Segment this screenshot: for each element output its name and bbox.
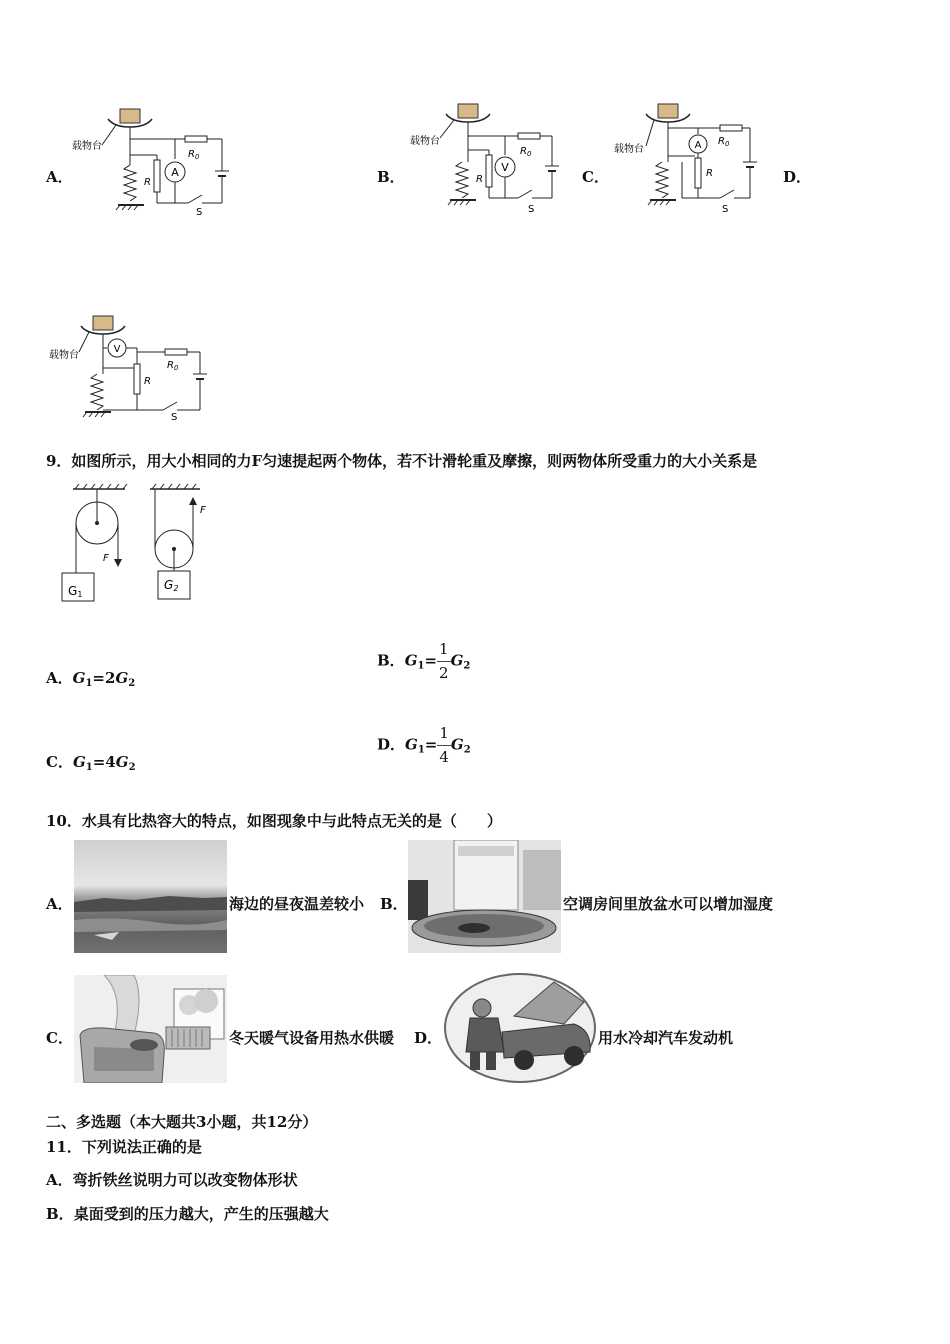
svg-text:F: F bbox=[103, 553, 109, 564]
q10-option-c-text: 冬天暖气设备用热水供暖 bbox=[229, 1029, 395, 1047]
svg-text:载物台: 载物台 bbox=[72, 141, 102, 152]
q8-circuit-b bbox=[400, 100, 570, 215]
svg-text:S: S bbox=[722, 204, 729, 215]
q9-option-c[interactable]: C．$G_1=4G_2$ bbox=[46, 753, 136, 773]
q10-car-engine-photo bbox=[444, 972, 597, 1084]
q10-option-d-text: 用水冷却汽车发动机 bbox=[598, 1029, 734, 1047]
svg-text:S: S bbox=[196, 207, 203, 218]
q8-d-meter-letter: V bbox=[113, 344, 121, 355]
svg-text:R0: $R_0$ bbox=[167, 360, 179, 372]
q10-option-d-label[interactable]: D． bbox=[414, 1029, 443, 1047]
svg-text:G1: G1 bbox=[68, 584, 83, 599]
svg-text:R: R bbox=[706, 168, 713, 179]
svg-text:载物台: 载物台 bbox=[410, 136, 440, 147]
q8-option-c-label[interactable]: C． bbox=[582, 168, 609, 186]
q8-circuit-c bbox=[610, 100, 780, 215]
q10-radiator-room-photo bbox=[74, 975, 227, 1083]
svg-text:S: S bbox=[528, 204, 535, 215]
q9-option-b[interactable]: B．$G_1=$ $\frac{1}{2}$ $G_2$ bbox=[377, 640, 471, 682]
q11-option-a[interactable]: A．弯折铁丝说明力可以改变物体形状 bbox=[46, 1171, 298, 1189]
q8-c-meter-letter: A bbox=[694, 140, 702, 151]
q10-aircon-basin-photo bbox=[408, 840, 561, 953]
q9-option-d[interactable]: D．$G_1=$ $\frac{1}{4}$ $G_2$ bbox=[377, 724, 471, 766]
q11-option-b[interactable]: B．桌面受到的压力越大，产生的压强越大 bbox=[46, 1205, 329, 1223]
svg-text:R0: $R_0$ bbox=[188, 149, 200, 161]
q8-a-meter-letter: A bbox=[171, 166, 179, 179]
q10-option-a-label[interactable]: A． bbox=[46, 895, 73, 913]
q10-option-b-label[interactable]: B． bbox=[380, 895, 408, 913]
svg-text:R: R bbox=[476, 174, 483, 185]
q8-option-b-label[interactable]: B． bbox=[377, 168, 405, 186]
svg-text:S: S bbox=[171, 412, 178, 422]
q8-circuit-a bbox=[70, 105, 240, 220]
svg-text:载物台: 载物台 bbox=[49, 350, 79, 361]
section-2-heading: 二、多选题（本大题共3小题，共12分） bbox=[46, 1113, 318, 1131]
q11-question: 11．下列说法正确的是 bbox=[46, 1138, 202, 1156]
svg-text:R0: $R_0$ bbox=[520, 146, 532, 158]
q8-b-meter-letter: V bbox=[501, 161, 509, 174]
q10-option-b-text: 空调房间里放盆水可以增加湿度 bbox=[563, 895, 774, 913]
svg-text:载物台: 载物台 bbox=[614, 144, 644, 155]
q10-seaside-photo bbox=[74, 840, 227, 953]
q10-option-c-label[interactable]: C． bbox=[46, 1029, 73, 1047]
svg-text:R: R bbox=[144, 177, 151, 188]
svg-text:G2: G2 bbox=[164, 578, 179, 593]
q9-option-a[interactable]: A．$G_1=2G_2$ bbox=[46, 669, 136, 689]
q9-question: 9．如图所示，用大小相同的力F匀速提起两个物体，若不计滑轮重及摩擦，则两物体所受重力的大小关系是 bbox=[46, 452, 758, 470]
q10-option-a-text: 海边的昼夜温差较小 bbox=[229, 895, 365, 913]
q8-option-d-label[interactable]: D． bbox=[783, 168, 812, 186]
svg-text:F: F bbox=[200, 505, 206, 516]
q8-circuit-d bbox=[45, 312, 220, 422]
svg-text:R: R bbox=[144, 376, 151, 387]
svg-text:R0: $R_0$ bbox=[718, 136, 730, 148]
q8-option-a-label[interactable]: A． bbox=[46, 168, 73, 186]
q10-question: 10．水具有比热容大的特点，如图现象中与此特点无关的是（ ） bbox=[46, 812, 502, 830]
q9-pulley-figure bbox=[55, 483, 225, 605]
